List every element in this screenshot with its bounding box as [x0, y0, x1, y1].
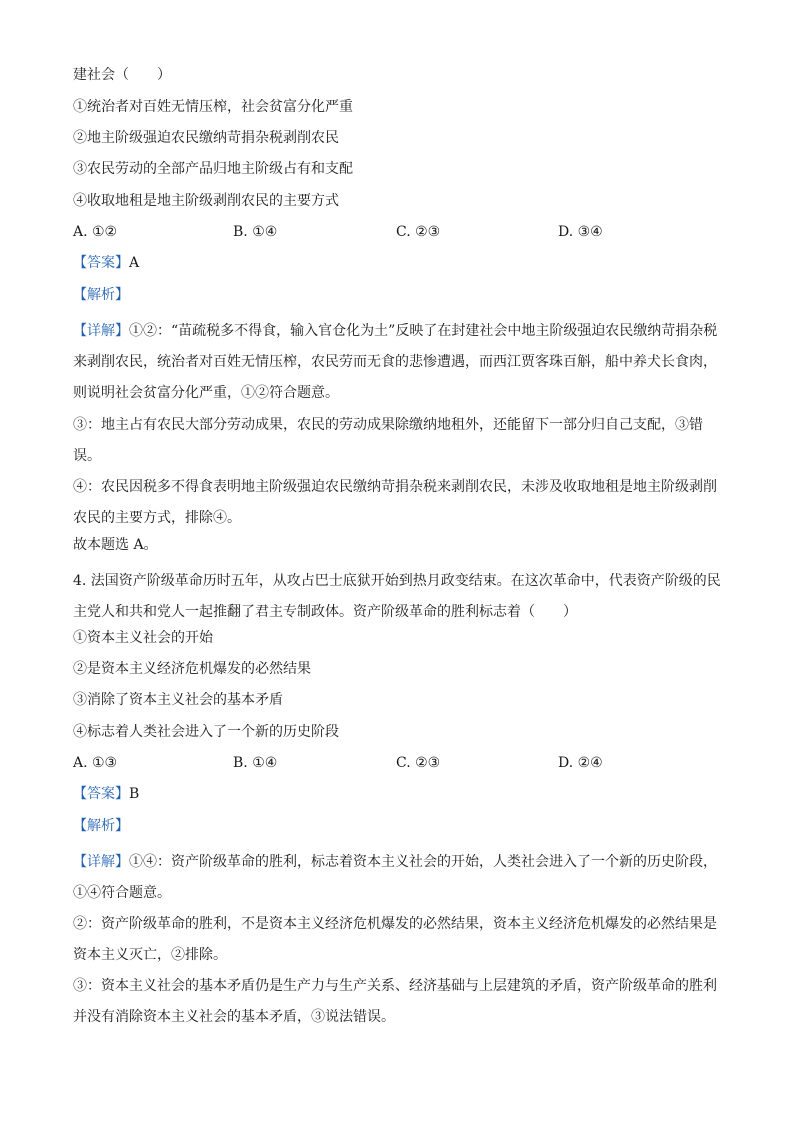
q4-options [73, 753, 733, 773]
q4-option-d: D. ②④ [558, 755, 603, 771]
q3-stem-end: 建社会（ ） [73, 67, 171, 83]
q3-item-2: ②地主阶级强迫农民缴纳苛捐杂税剥削农民 [73, 130, 339, 146]
q4-analysis-tag [73, 816, 129, 836]
q3-detail-1-text: ①②：“苗疏税多不得食，输入官仓化为土”反映了在封建社会中地主阶级强迫农民缴纳苛捐杂税来剥削农民，统治者对百姓无情压榨，农民劳而无食的悲惨遭遇，而西江贾客珠百斛，船中养犬长食肉，则说明社会贫富分化严重，①②符合题意。 [73, 323, 718, 401]
analysis-tag: 【解析】 [73, 818, 129, 834]
q3-option-a: A. ①② [73, 224, 118, 240]
answer-tag: 【答案】 [73, 255, 129, 271]
detail-tag: 【详解】 [73, 323, 129, 339]
answer-tag: 【答案】 [73, 786, 129, 802]
q3-item-1: ①统治者对百姓无情压榨，社会贫富分化严重 [73, 99, 353, 115]
q4-option-c: C. ②③ [396, 755, 441, 771]
q3-option-d: D. ③④ [558, 224, 603, 240]
q3-analysis-tag [73, 285, 129, 305]
q4-answer-line [73, 784, 139, 804]
q4-answer: B [129, 786, 140, 802]
q3-answer-line [73, 253, 139, 273]
q3-option-c: C. ②③ [396, 224, 441, 240]
q3-item-3: ③农民劳动的全部产品归地主阶级占有和支配 [73, 161, 353, 177]
q4-detail-3: ③：资本主义社会的基本矛盾仍是生产力与生产关系、经济基础与上层建筑的矛盾，资产阶级革命的胜利并没有消除资本主义社会的基本矛盾，③说法错误。 [73, 978, 717, 1025]
q3-detail-1 [73, 316, 721, 409]
q3-detail-3: ④：农民因税多不得食表明地主阶级强迫农民缴纳苛捐杂税来剥削农民，未涉及收取地租是地主阶级剥削农民的主要方式，排除④。 [73, 479, 717, 526]
q4-option-b: B. ①④ [233, 755, 278, 771]
q4-detail-1-text: ①④：资产阶级革命的胜利，标志着资本主义社会的开始，人类社会进入了一个新的历史阶段，①④符合题意。 [73, 854, 717, 901]
q4-detail-1 [73, 847, 721, 909]
q4-item-3: ③消除了资本主义社会的基本矛盾 [73, 692, 283, 708]
q4-option-a: A. ①③ [73, 755, 118, 771]
q3-answer: A [129, 255, 140, 271]
q4-detail-2: ②：资产阶级革命的胜利，不是资本主义经济危机爆发的必然结果，资本主义经济危机爆发的必然结果是资本主义灭亡，②排除。 [73, 916, 717, 963]
q3-item-4: ④收取地租是地主阶级剥削农民的主要方式 [73, 193, 339, 209]
q4-item-1: ①资本主义社会的开始 [73, 630, 213, 646]
analysis-tag: 【解析】 [73, 287, 129, 303]
q3-detail-2: ③：地主占有农民大部分劳动成果，农民的劳动成果除缴纳地租外，还能留下一部分归自己支配，③错误。 [73, 417, 703, 464]
q4-item-2: ②是资本主义经济危机爆发的必然结果 [73, 661, 311, 677]
q4-stem: 4. 法国资产阶级革命历时五年，从攻占巴士底狱开始到热月政变结束。在这次革命中，代表资产阶级的民主党人和共和党人一起推翻了君主专制政体。资产阶级革命的胜利标志着（ ） [73, 573, 721, 620]
q3-options [73, 222, 733, 242]
q3-conclusion: 故本题选 A。 [73, 537, 158, 553]
q4-item-4: ④标志着人类社会进入了一个新的历史阶段 [73, 724, 339, 740]
detail-tag: 【详解】 [73, 854, 129, 870]
q3-option-b: B. ①④ [233, 224, 278, 240]
